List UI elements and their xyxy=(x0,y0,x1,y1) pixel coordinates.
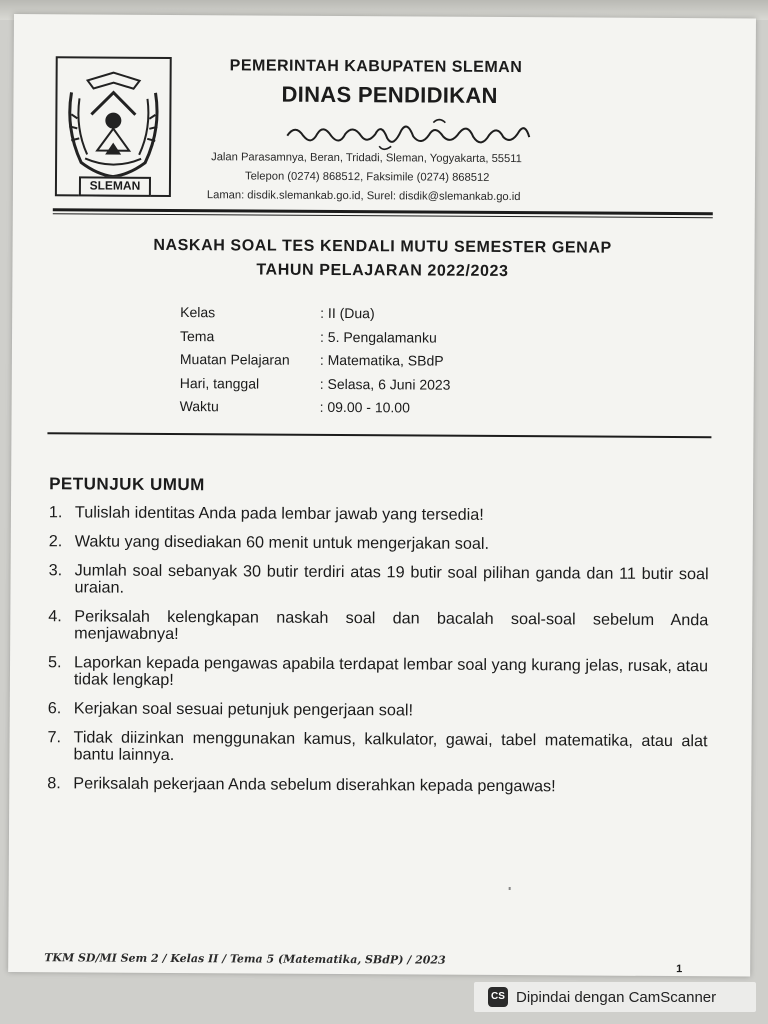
info-label: Muatan Pelajaran xyxy=(179,351,290,368)
item-number: 6. xyxy=(47,699,62,718)
office-name: DINAS PENDIDIKAN xyxy=(281,81,498,108)
item-text: Tidak diizinkan menggunakan kamus, kalkulator, gawai, tabel matematika, atau alat bantu lainnya. xyxy=(73,728,708,764)
javanese-script-signature xyxy=(283,116,533,154)
info-row-time xyxy=(180,395,600,421)
info-value: : Matematika, SBdP xyxy=(319,351,444,369)
info-value: : 5. Pengalamanku xyxy=(319,328,437,346)
info-row-subject xyxy=(180,348,600,374)
page-number: 1 xyxy=(676,963,683,976)
item-number: 7. xyxy=(47,728,62,747)
phone-fax-line: Telepon (0274) 868512, Faksimile (0274) 868512 xyxy=(244,170,490,184)
item-number: 4. xyxy=(48,607,62,626)
list-item xyxy=(48,654,708,692)
info-value: : 09.00 - 10.00 xyxy=(319,398,410,416)
item-text: Tulislah identitas Anda pada lembar jawab yang tersedia! xyxy=(74,503,484,524)
info-row-class xyxy=(180,301,600,327)
info-row-date xyxy=(180,372,600,398)
item-number: 8. xyxy=(47,774,61,793)
item-number: 2. xyxy=(48,532,63,551)
list-item xyxy=(48,562,708,600)
list-item xyxy=(49,504,709,525)
item-text: Laporkan kepada pengawas apabila terdapat lembar soal yang kurang jelas, rusak, atau tidak lengkap! xyxy=(73,653,709,689)
info-label: Hari, tanggal xyxy=(179,374,260,392)
government-name: PEMERINTAH KABUPATEN SLEMAN xyxy=(229,57,523,77)
info-label: Tema xyxy=(179,327,215,344)
item-text: Kerjakan soal sesuai petunjuk pengerjaan soal! xyxy=(73,699,414,720)
list-item xyxy=(48,700,708,721)
item-number: 5. xyxy=(47,653,62,672)
exam-info-table xyxy=(180,301,601,421)
info-value: : Selasa, 6 Juni 2023 xyxy=(319,375,451,393)
info-label: Kelas xyxy=(180,304,216,321)
item-text: Waktu yang disediakan 60 menit untuk mengerjakan soal. xyxy=(74,532,490,553)
info-label: Waktu xyxy=(179,398,219,415)
document-title: NASKAH SOAL TES KENDALI MUTU SEMESTER GENAP xyxy=(153,236,612,257)
camscanner-text: Dipindai dengan CamScanner xyxy=(516,988,717,1006)
document-page xyxy=(8,14,756,977)
list-item xyxy=(47,729,707,767)
scan-speck xyxy=(509,887,511,890)
web-email-line: Laman: disdik.slemankab.go.id, Surel: disdik@slemankab.go.id xyxy=(206,189,521,204)
item-text: Periksalah pekerjaan Anda sebelum diserahkan kepada pengawas! xyxy=(73,774,556,796)
list-item xyxy=(47,775,707,796)
item-text: Jumlah soal sebanyak 30 butir terdiri atas 19 butir soal pilihan ganda dan 11 butir soal uraian. xyxy=(74,561,709,597)
emblem-label: SLEMAN xyxy=(79,176,151,196)
camscanner-watermark xyxy=(474,982,756,1012)
emblem-icon xyxy=(57,58,170,195)
cs-logo-icon: CS xyxy=(488,987,508,1007)
item-number: 3. xyxy=(48,561,63,580)
section-divider xyxy=(47,432,711,438)
sleman-regency-emblem xyxy=(55,56,172,197)
list-item xyxy=(49,533,709,554)
item-number: 1. xyxy=(48,503,63,522)
item-text: Periksalah kelengkapan naskah soal dan bacalah soal-soal sebelum Anda menjawabnya! xyxy=(74,607,709,644)
instructions-list xyxy=(47,504,709,808)
instructions-heading: PETUNJUK UMUM xyxy=(49,474,205,495)
address-line: Jalan Parasamnya, Beran, Tridadi, Sleman, Yogyakarta, 55511 xyxy=(211,151,522,166)
page-footer: TKM SD/MI Sem 2 / Kelas II / Tema 5 (Matematika, SBdP) / 2023 xyxy=(44,951,446,967)
document-subtitle: TAHUN PELAJARAN 2022/2023 xyxy=(256,261,509,281)
info-row-theme xyxy=(180,325,600,351)
info-value: : II (Dua) xyxy=(320,304,375,322)
list-item xyxy=(48,608,708,646)
